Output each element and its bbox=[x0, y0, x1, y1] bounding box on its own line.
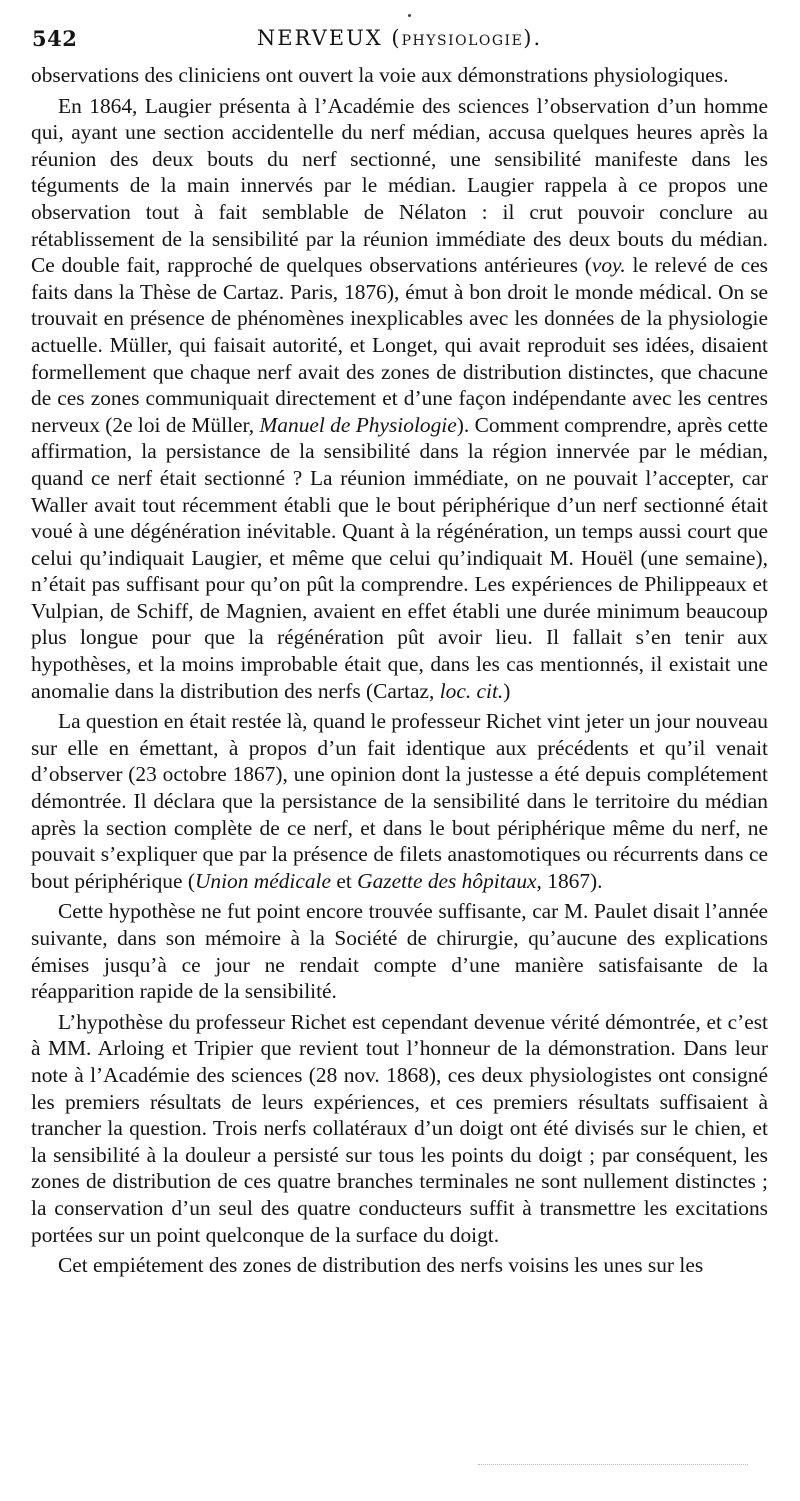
footer-dotted-rule bbox=[478, 1464, 748, 1465]
page-number: 542 bbox=[32, 26, 78, 51]
text-run: observations des cliniciens ont ouvert la voie aux démonstrations physiologiques. bbox=[31, 63, 729, 87]
italic-run: Gazette des hôpitaux bbox=[357, 868, 537, 893]
running-title-sub: PHYSIOLOGIE bbox=[401, 33, 524, 49]
text-run: le relevé de ces faits dans la Thèse de Cartaz. Paris, 1876), émut à bon droit le monde médical. On se trouvait en présence de phénomènes inexplicables avec les données de la physiologie actuelle. Müller, qui faisait autorité, et Longet, qui avait reproduit ses idées, disaient formellement que chaque nerf avait des zones de distribution distinctes, que chacune de ces zones communiquait directement et d’une façon indépendante avec les centres nerveux (2e loi de Müller, bbox=[31, 253, 769, 437]
text-run: La question en était restée là, quand le professeur Richet vint jeter un jour nouveau sur elle en émettant, à propos d’un fait identique aux précédents et qu’il venait d’observer (23 octobre 1867), une opinion dont la justesse a été depuis complétement démontrée. Il déclara que la persistance de la sensibilité dans le territoire du médian après la section complète de ce nerf, et dans le bout périphérique même du nerf, ne pouvait s’expliquer que par la présence de filets anastomotiques ou récurrents dans ce bout périphérique ( bbox=[31, 709, 768, 893]
body-text bbox=[31, 62, 768, 1279]
text-run: Cette hypothèse ne fut point encore trouvée suffisante, car M. Paulet disait l’année suivante, dans son mémoire à la Société de chirurgie, qu’aucune des explications émises jusqu’à ce jour ne rendait compte d’une manière satisfaisante de la réapparition rapide de la sensibilité. bbox=[31, 899, 768, 1004]
paragraph bbox=[31, 62, 768, 89]
running-title-main: NERVEUX ( bbox=[256, 26, 402, 50]
text-run: Cet empiétement des zones de distribution des nerfs voisins les unes sur les bbox=[58, 1253, 704, 1278]
running-header bbox=[32, 26, 767, 62]
text-run: L’hypothèse du professeur Richet est cependant devenue vérité démontrée, et c’est à MM. Arloing et Tripier que revient tout l’honneur de la démonstration. Dans leur note à l’Académie des sciences (28 nov. 1868), ces deux physiologistes ont consigné les premiers résultats de leurs expériences, et ces premiers résultats suffisaient à trancher la question. Trois nerfs collatéraux d’un doigt ont été divisés sur le chien, et la sensibilité à la douleur a persisté sur tous les points du doigt ; par conséquent, les zones de distribution de ces quatre branches terminales ne sont nullement distinctes ; la conservation d’un seul des quatre conducteurs suffit à transmettre les excitations portées sur un point quelconque de la surface du doigt. bbox=[31, 1009, 768, 1247]
italic-run: voy. bbox=[591, 253, 626, 278]
text-run: En 1864, Laugier présenta à l’Académie des sciences l’observation d’un homme qui, ayant une section accidentelle du nerf médian, accusa quelques heures après la réunion des deux bouts du nerf sectionné, une sensibilité manifeste dans les téguments de la main innervés par le médian. Laugier rappela à ce propos une observation tout à fait semblable de Nélaton : il crut pouvoir conclure au rétablissement de la sensibilité par la réunion immédiate des deux bouts du médian. Ce double fait, rapproché de quelques observations antérieures ( bbox=[31, 93, 768, 278]
text-run: ). Comment comprendre, après cette affirmation, la persistance de la sensibilité dans la région innervée par le médian, quand ce nerf était sectionné ? La réunion immédiate, on ne pouvait l’accepter, car Waller avait tout récemment établi que le bout périphérique d’un nerf sectionné était voué à une dégénération inévitable. Quant à la régénération, un temps aussi court que celui qu’indiquait Laugier, et même que celui qu’indiquait M. Houël (une semaine), n’était pas suffisant pour qu’on pût la comprendre. Les expériences de Philippeaux et Vulpian, de Schiff, de Magnien, avaient en effet établi une durée minimum beaucoup plus longue pour que la régénération pût avoir lieu. Il fallait s’en tenir aux hypothèses, et la moins improbable était que, dans les cas mentionnés, il existait une anomalie dans la distribution des nerfs (Cartaz, bbox=[31, 412, 769, 703]
paragraph bbox=[31, 1009, 768, 1248]
italic-run: Manuel de Physiologie bbox=[259, 412, 457, 437]
running-title-end: ). bbox=[523, 26, 543, 50]
text-run: ) bbox=[503, 678, 511, 703]
paragraph bbox=[31, 898, 768, 1004]
paragraph bbox=[31, 708, 768, 894]
paragraph bbox=[31, 93, 768, 705]
page-speck bbox=[408, 14, 411, 17]
text-run: et bbox=[330, 868, 358, 893]
text-run: , 1867). bbox=[536, 868, 603, 893]
italic-run: loc. cit. bbox=[439, 678, 504, 703]
italic-run: Union médicale bbox=[194, 868, 331, 893]
paragraph bbox=[31, 1252, 768, 1279]
running-title bbox=[32, 26, 767, 50]
